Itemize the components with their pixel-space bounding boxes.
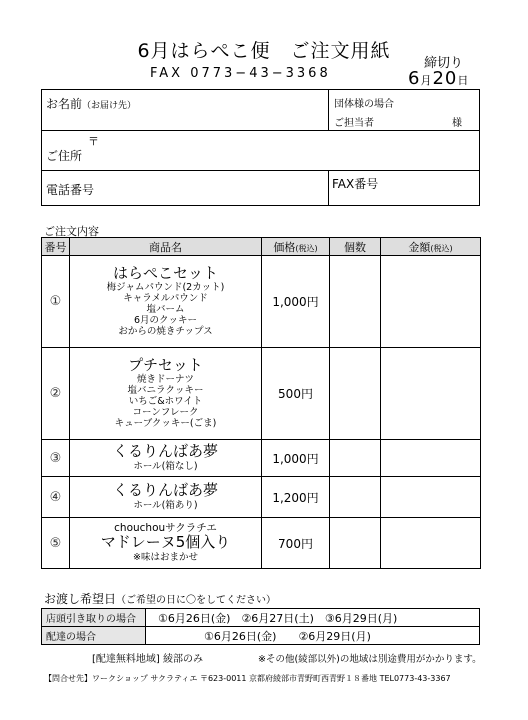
col-name: 商品名 (70, 238, 262, 256)
item-detail: キューブクッキー(ごま) (114, 418, 217, 429)
item-detail: キャラメルパウンド (123, 293, 208, 305)
item-name-cell (70, 256, 262, 348)
item-amount-cell[interactable] (381, 477, 481, 518)
order-item-row (42, 440, 481, 477)
item-qty-cell[interactable] (330, 348, 381, 440)
postal-mark: 〒 (88, 135, 99, 148)
item-price: 1,000円 (262, 440, 330, 477)
item-name: はらぺこセット (112, 264, 218, 283)
item-detail: 塩バーム (146, 304, 185, 316)
item-detail: ホール(箱なし) (133, 460, 198, 472)
deadline-day-unit: 日 (457, 74, 470, 87)
item-name: くるりんばあ夢 (112, 481, 218, 500)
address-label: ご住所 (46, 149, 83, 163)
address-row[interactable] (42, 131, 479, 171)
item-qty-cell[interactable] (330, 440, 381, 477)
fax-label: FAX番号 (332, 177, 379, 191)
item-number: ④ (42, 477, 70, 518)
col-no: 番号 (42, 238, 70, 256)
footer-contact: 【問合せ先】ワークショップ サクラティエ 〒623-0011 京都府綾部市青野町西青野１８番地 TEL0773-43-3367 (44, 674, 451, 683)
item-price: 700円 (262, 518, 330, 569)
item-amount-cell[interactable] (381, 256, 481, 348)
item-name-cell (70, 440, 262, 477)
item-amount-cell[interactable] (381, 348, 481, 440)
delivery-option-label: 店頭引き取りの場合 (42, 609, 146, 627)
item-qty-cell[interactable] (330, 518, 381, 569)
item-name: マドレーヌ5個入り (100, 533, 231, 552)
item-name-cell (70, 518, 262, 569)
item-detail: ホール(箱あり) (133, 499, 198, 511)
item-detail: 6月のクッキー (133, 315, 198, 327)
item-number: ① (42, 256, 70, 348)
order-item-row (42, 518, 481, 569)
customer-info-box (41, 89, 480, 206)
item-price: 1,200円 (262, 477, 330, 518)
group-label: 団体様の場合 (334, 99, 394, 110)
phone-fax-row[interactable] (42, 171, 479, 205)
name-row[interactable] (42, 90, 479, 131)
item-name: くるりんばあ夢 (112, 442, 218, 461)
deadline-label: 締切り (424, 56, 464, 71)
order-item-row (42, 348, 481, 440)
fax-number: FAX 0773−43−3368 (150, 66, 331, 81)
contact-suffix: 様 (452, 118, 462, 129)
item-detail: 塩バニラクッキー (127, 385, 204, 397)
delivery-dates[interactable]: ①6月26日(金) ②6月27日(土) ③6月29日(月) (146, 609, 480, 627)
item-price: 1,000円 (262, 256, 330, 348)
item-number: ③ (42, 440, 70, 477)
order-item-row (42, 477, 481, 518)
item-detail: 焼きドーナツ (137, 374, 194, 386)
phone-label: 電話番号 (46, 183, 95, 197)
name-label: お名前（お届け先） (46, 97, 137, 111)
item-detail: 梅ジャムパウンド(2カット) (106, 282, 225, 294)
deadline-month: 6 (408, 68, 421, 89)
item-amount-cell[interactable] (381, 440, 481, 477)
item-detail: ※味はおまかせ (133, 551, 198, 563)
item-price: 500円 (262, 348, 330, 440)
delivery-row-delivery[interactable] (42, 627, 480, 645)
delivery-row-pickup[interactable] (42, 609, 480, 627)
divider (328, 90, 329, 131)
col-qty: 個数 (330, 238, 381, 256)
item-detail: コーンフレーク (132, 407, 199, 419)
form-title: 6月はらぺこ便 ご注文用紙 (137, 40, 391, 62)
delivery-area-note: ※その他(綾部以外)の地域は別途費用がかかります。 (258, 654, 482, 665)
deadline-day: 20 (432, 68, 458, 89)
delivery-section-label: お渡し希望日（ご希望の日に〇をしてください） (44, 592, 277, 606)
delivery-option-label: 配達の場合 (42, 627, 146, 645)
delivery-dates[interactable]: ①6月26日(金) ②6月29日(月) (146, 627, 480, 645)
order-table-header (42, 238, 481, 256)
delivery-table (41, 608, 480, 645)
item-number: ② (42, 348, 70, 440)
deadline-month-unit: 月 (420, 74, 433, 87)
item-qty-cell[interactable] (330, 256, 381, 348)
col-amount: 金額(税込) (381, 238, 481, 256)
order-table (41, 237, 481, 569)
name-sub-label: （お届け先） (82, 101, 137, 111)
item-number: ⑤ (42, 518, 70, 569)
delivery-area: [配達無料地域] 綾部のみ (92, 654, 203, 665)
deadline-date (408, 68, 469, 89)
order-section-label: ご注文内容 (44, 225, 99, 238)
item-name-cell (70, 348, 262, 440)
col-price: 価格(税込) (262, 238, 330, 256)
item-brand: chouchouサクラチエ (114, 522, 217, 535)
item-name: プチセット (128, 356, 203, 375)
divider (328, 171, 329, 205)
item-name-cell (70, 477, 262, 518)
item-qty-cell[interactable] (330, 477, 381, 518)
item-detail: いちご&ホワイト (128, 396, 203, 408)
order-item-row (42, 256, 481, 348)
item-amount-cell[interactable] (381, 518, 481, 569)
item-detail: おからの焼きチップス (118, 326, 213, 337)
contact-label: ご担当者 (334, 118, 374, 129)
